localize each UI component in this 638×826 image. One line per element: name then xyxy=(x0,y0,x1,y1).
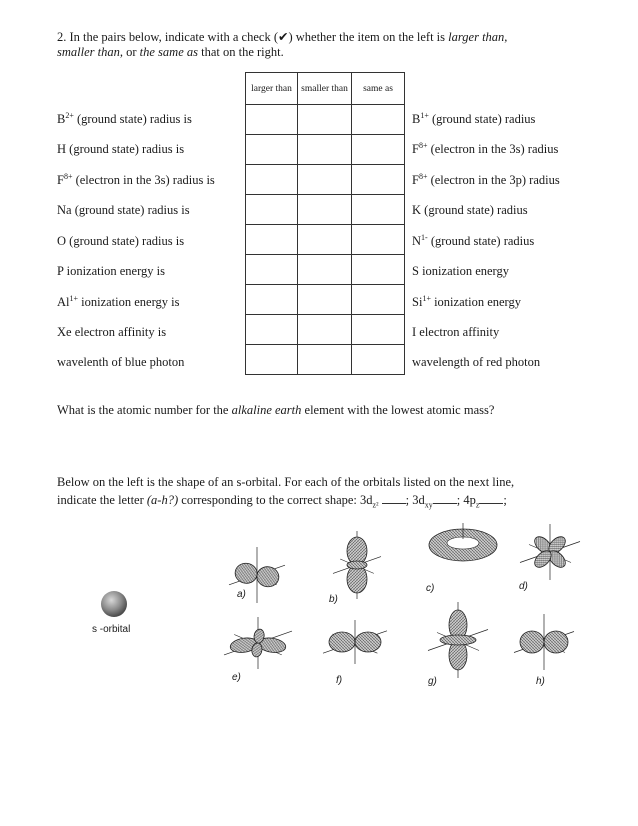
right-item-6: S ionization energy xyxy=(412,264,509,278)
check-cell-larger[interactable] xyxy=(246,105,298,135)
table-header-row xyxy=(246,73,405,105)
check-cell-smaller[interactable] xyxy=(298,165,352,195)
check-cell-larger[interactable] xyxy=(246,225,298,255)
left-item-2: H (ground state) radius is xyxy=(57,142,185,156)
check-cell-larger[interactable] xyxy=(246,315,298,345)
orbital-c-label: c) xyxy=(426,583,435,594)
table-row xyxy=(246,105,405,135)
table-row xyxy=(246,225,405,255)
answer-blank-3dz2[interactable] xyxy=(382,493,406,504)
check-cell-same[interactable] xyxy=(352,255,405,285)
orbital-d-label: d) xyxy=(519,581,528,592)
question-2-text: 2. In the pairs below, indicate with a check (✔) whether the item on the left is larger than, smaller than, or the same as that on the right. xyxy=(57,30,508,59)
orbital-f-label: f) xyxy=(336,675,343,686)
check-cell-larger[interactable] xyxy=(246,135,298,165)
check-cell-smaller[interactable] xyxy=(298,255,352,285)
check-cell-smaller[interactable] xyxy=(298,105,352,135)
question-3-text: What is the atomic number for the alkaline earth element with the lowest atomic mass? xyxy=(57,403,495,417)
check-cell-smaller[interactable] xyxy=(298,195,352,225)
right-item-9: wavelength of red photon xyxy=(412,355,541,369)
check-cell-same[interactable] xyxy=(352,105,405,135)
check-cell-smaller[interactable] xyxy=(298,225,352,255)
check-cell-same[interactable] xyxy=(352,135,405,165)
orbital-g-drawing xyxy=(420,600,500,680)
orbital-f-drawing xyxy=(320,612,400,692)
check-cell-same[interactable] xyxy=(352,345,405,375)
orbital-e-label: e) xyxy=(232,672,241,683)
right-item-8: I electron affinity xyxy=(412,325,500,339)
check-cell-larger[interactable] xyxy=(246,195,298,225)
check-cell-same[interactable] xyxy=(352,165,405,195)
left-item-5: O (ground state) radius is xyxy=(57,234,185,248)
answer-blank-4pz[interactable] xyxy=(479,493,503,504)
header-larger-than: larger than xyxy=(246,73,298,105)
left-item-6: P ionization energy is xyxy=(57,264,165,278)
table-row xyxy=(246,165,405,195)
question-4-text: Below on the left is the shape of an s-orbital. For each of the orbitals listed on the next line, indicate the letter (a-h?) corresponding to the correct shape: $3d_{z^2}$ ; $3d_{xy}$ ; $4p_z$ ; xyxy=(57,475,515,510)
table-row xyxy=(246,135,405,165)
right-item-4: K (ground state) radius xyxy=(412,203,528,217)
left-item-8: Xe electron affinity is xyxy=(57,325,167,339)
check-cell-smaller[interactable] xyxy=(298,315,352,345)
comparison-table xyxy=(245,72,405,375)
left-item-1: $B^{2+}$ (ground state) radius is xyxy=(57,110,192,126)
orbital-b-label: b) xyxy=(329,594,338,605)
check-mark-icon: ✔ xyxy=(277,30,289,44)
answer-blank-3dxy[interactable] xyxy=(433,493,457,504)
check-cell-same[interactable] xyxy=(352,315,405,345)
check-cell-same[interactable] xyxy=(352,195,405,225)
table-row xyxy=(246,285,405,315)
orbital-h-drawing xyxy=(510,606,590,686)
check-cell-larger[interactable] xyxy=(246,285,298,315)
orbital-c-drawing xyxy=(423,525,503,605)
right-item-7: $Si^{1+}$ ionization energy xyxy=(412,293,521,309)
orbital-b-drawing xyxy=(322,525,402,605)
table-row xyxy=(246,315,405,345)
check-cell-larger[interactable] xyxy=(246,345,298,375)
check-cell-same[interactable] xyxy=(352,225,405,255)
orbital-g-label: g) xyxy=(428,676,437,687)
left-item-7: $Al^{1+}$ ionization energy is xyxy=(57,293,180,309)
s-orbital-sphere xyxy=(99,589,129,619)
check-cell-smaller[interactable] xyxy=(298,135,352,165)
orbital-h-label: h) xyxy=(536,676,545,687)
check-cell-smaller[interactable] xyxy=(298,285,352,315)
right-item-5: $N^{1-}$ (ground state) radius xyxy=(412,232,535,248)
orbital-a-label: a) xyxy=(237,589,246,600)
check-cell-larger[interactable] xyxy=(246,165,298,195)
left-item-3: $F^{8+}$ (electron in the 3s) radius is xyxy=(57,171,215,187)
left-item-9: wavelenth of blue photon xyxy=(57,355,185,369)
table-row xyxy=(246,255,405,285)
check-cell-smaller[interactable] xyxy=(298,345,352,375)
table-row xyxy=(246,345,405,375)
right-item-3: $F^{8+}$ (electron in the 3p) radius xyxy=(412,171,560,187)
left-item-4: Na (ground state) radius is xyxy=(57,203,190,217)
orbital-d-drawing xyxy=(518,520,598,600)
check-cell-same[interactable] xyxy=(352,285,405,315)
s-orbital-label: s -orbital xyxy=(92,624,131,635)
check-cell-larger[interactable] xyxy=(246,255,298,285)
right-item-1: $B^{1+}$ (ground state) radius xyxy=(412,110,536,126)
table-row xyxy=(246,195,405,225)
header-same-as: same as xyxy=(352,73,405,105)
right-item-2: $F^{8+}$ (electron in the 3s) radius xyxy=(412,140,559,156)
header-smaller-than: smaller than xyxy=(298,73,352,105)
